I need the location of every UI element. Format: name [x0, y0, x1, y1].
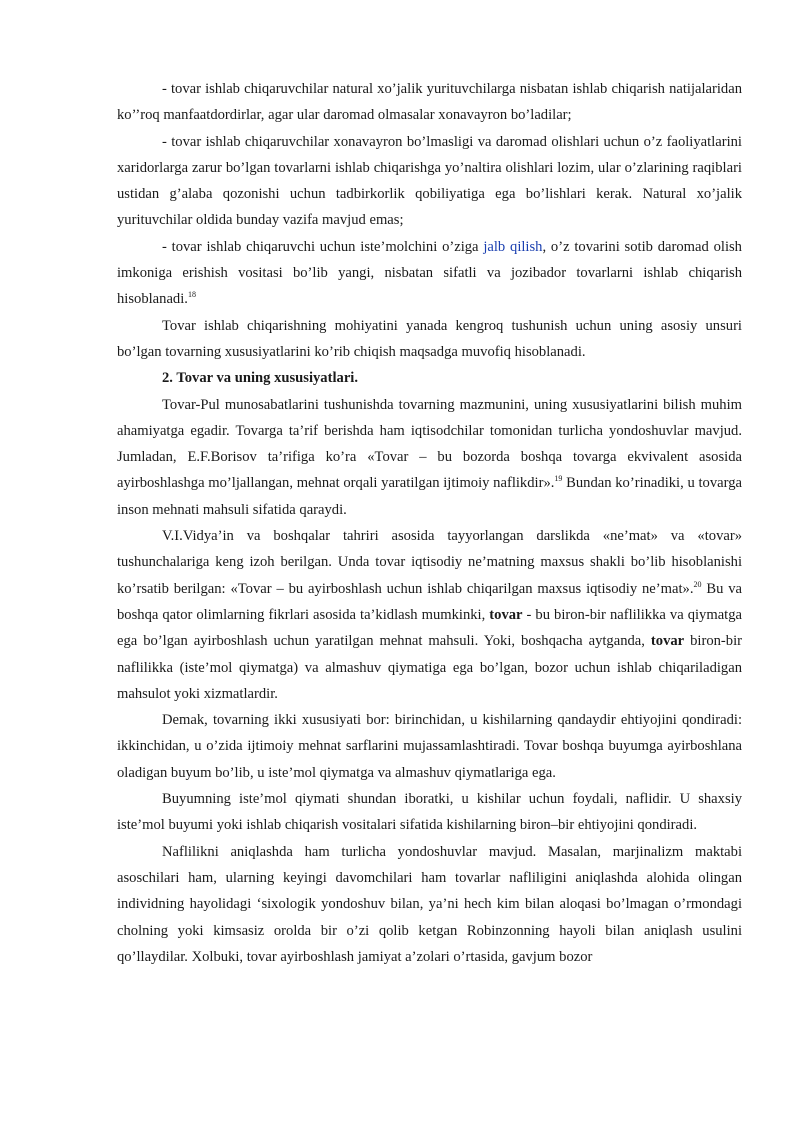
- text-segment: - bu biron-bir naflilikka va qiymatga ega bo’lgan ayirboshlash uchun yaratilgan mehnat mahsuli. Yoki, boshqacha aytganda,: [117, 606, 742, 650]
- inline-link[interactable]: jalb qilish: [483, 238, 543, 255]
- bold-term: tovar: [489, 606, 523, 623]
- section-heading: 2. Tovar va uning xususiyatlari.: [162, 370, 358, 387]
- paragraph-consumer-attraction: [117, 234, 742, 313]
- footnote-ref: 20: [693, 579, 702, 589]
- paragraph-utility-approaches: Naflilikni aniqlashda ham turlicha yondoshuvlar mavjud. Masalan, marjinalizm maktabi asoschilari ham, ularning keyingi davomchilari ham tovarlar nafliligini aniqlashda alohida olingan individning hayolidagi ‘sixologik yondoshuv bilan, ya’ni hech kim bilan aloqasi bo’lmagan o’rmondagi cholning yoki kimsasiz orolda bir o’zi qolib ketgan Robinzonning hayoli bilan aniqlash usulini qo’llaydilar. Xolbuki, tovar ayirboshlash jamiyat a’zolari o’rtasida, gavjum bozor: [117, 843, 742, 965]
- paragraph-definition-vidyain: [117, 523, 742, 707]
- text-segment: V.I.Vidya’in va boshqalar tahriri asosida tayyorlangan darslikda «ne’mat» va «tovar» tushunchalariga keng izoh berilgan. Unda tovar iqtisodiy ne’matning maxsus shakli bo’lib hisoblanishi ko’rsatib berilgan: «Tovar – bu ayirboshlash uchun ishlab chiqarilgan maxsus iqtisodiy ne’mat».: [117, 528, 742, 597]
- paragraph-producer-interest: - tovar ishlab chiqaruvchilar natural xo’jalik yurituvchilarga nisbatan ishlab chiqarish natijalaridan ko’’roq manfaatdordirlar, agar ular daromad olmasalar xonavayron bo’ladilar;: [117, 81, 742, 124]
- paragraph-two-properties: Demak, tovarning ikki xususiyati bor: birinchidan, u kishilarning qandaydir ehtiyojini qondiradi: ikkinchidan, u o’zida ijtimoiy mehnat sarflarini mujassamlashtiradi. Tovar boshqa buyumga ayirboshlana oladigan buyum bo’lib, u iste’mol qiymatga va almashuv qiymatlariga ega.: [117, 712, 742, 781]
- text-segment: Bundan ko’rinadiki, u tovarga inson mehnati mahsuli sifatida qaraydi.: [117, 475, 743, 518]
- paragraph-producer-orientation: - tovar ishlab chiqaruvchilar xonavayron bo’lmasligi va daromad olishlari uchun o’z faoliyatlarini xaridorlarga zarur bo’lgan tovarlarni ishlab chiqarishga yo’naltira olishlari lozim, ular o’zlarining raqiblari ustidan g’alaba qozonishi uchun tadbirkorlik qobiliyatiga ega bo’lishlari kerak. Natural xo’jalik yurituvchilar oldida bunday vazifa mavjud emas;: [117, 133, 742, 229]
- text-segment: Bu va boshqa qator olimlarning fikrlari asosida ta’kidlash mumkinki,: [117, 580, 743, 623]
- text-segment: - tovar ishlab chiqaruvchi uchun iste’molchini o’ziga: [162, 238, 484, 255]
- text-segment: biron-bir naflilikka (iste’mol qiymatga) va almashuv qiymatiga ega bo’lgan, bozor uchun ishlab chiqariladigan mahsulot yoki xizmatlardir.: [117, 633, 742, 702]
- text-segment: , o’z tovarini sotib daromad olish imkoniga erishish vositasi bo’lib yangi, nisbatan sifatli va jozibador tovarlarni ishlab chiqarish hisoblanadi.: [117, 238, 742, 308]
- document-page: [117, 76, 742, 970]
- paragraph-use-value: Buyumning iste’mol qiymati shundan iboratki, u kishilar uchun foydali, naflidir. U shaxsiy iste’mol buyumi yoki ishlab chiqarish vositalari sifatida kishilarning biron–bir ehtiyojini qondiradi.: [117, 791, 742, 834]
- text-segment: Tovar-Pul munosabatlarini tushunishda tovarning mazmunini, uning xususiyatlarini bilish muhim ahamiyatga egadir. Tovarga ta’rif berishda ham iqtisodchilar tomonidan turlicha yondoshuvlar mavjud. Jumladan, E.F.Borisov ta’rifiga ko’ra «Tovar – bu bozorda boshqa tovarga ekvivalent asosida ayirboshlashga mo’ljallangan, mehnat orqali yaratilgan ijtimoiy naflikdir».: [117, 396, 742, 492]
- bold-term: tovar: [650, 633, 685, 650]
- paragraph-essence: Tovar ishlab chiqarishning mohiyatini yanada kengroq tushunish uchun uning asosiy unsuri bo’lgan tovarning xususiyatlarini ko’rib chiqish maqsadga muvofiq hisoblanadi.: [117, 317, 742, 360]
- footnote-ref: 19: [554, 474, 563, 484]
- footnote-ref: 18: [187, 290, 196, 300]
- paragraph-definition-borisov: [117, 392, 742, 523]
